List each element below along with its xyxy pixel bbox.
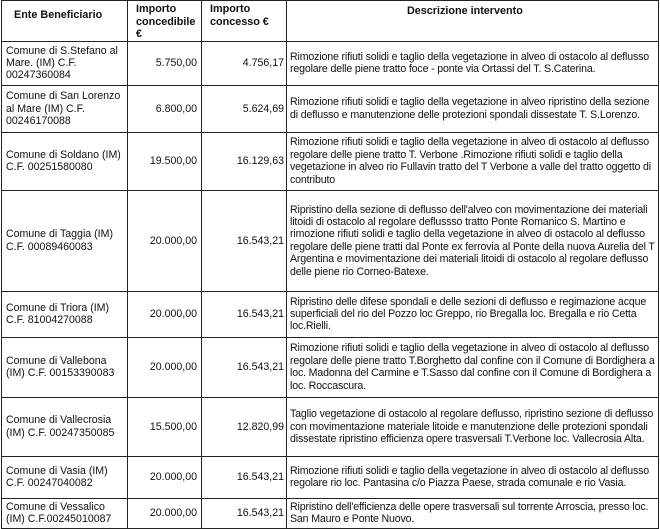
cell-concesso: 16.543,21: [202, 291, 287, 337]
cell-descrizione: Rimozione rifiuti solidi e taglio della vegetazione in alveo di ostacolo al deflusso regolare delle piene tratto foce - ponte via Ortassi del T. S.Caterina.: [287, 41, 659, 85]
cell-ente: Comune di Vallebona (IM) C.F. 00153390083: [2, 337, 128, 397]
table-row: [2, 132, 659, 190]
cell-concedibile: 20.000,00: [128, 456, 202, 498]
beneficiari-table: [1, 0, 659, 529]
cell-descrizione: Taglio vegetazione di ostacolo al regolare deflusso, ripristino sezione di deflusso con movimentazione materiale litoide e manutenzione delle protezioni spondali dissestate ripristino efficienza opere trasversali T.Verbone loc. Vallecrosia Alta.: [287, 397, 659, 456]
table-header-row: [2, 1, 659, 42]
cell-concedibile: 20.000,00: [128, 337, 202, 397]
cell-concedibile: 19.500,00: [128, 132, 202, 190]
table-row: [2, 41, 659, 85]
cell-concedibile: 20.000,00: [128, 291, 202, 337]
cell-ente: Comune di San Lorenzo al Mare (IM) C.F. 00246170088: [2, 85, 128, 132]
cell-descrizione: Ripristino dell'efficienza delle opere trasversali sul torrente Arroscia, presso loc. San Mauro e Ponte Nuovo.: [287, 498, 659, 528]
cell-ente: Comune di Vasia (IM) C.F. 00247040082: [2, 456, 128, 498]
cell-descrizione: Rimozione rifiuti solidi e taglio della vegetazione in alveo di ostacolo al deflusso regolare delle piene tratto T.Borghetto dal confine con il Comune di Bordighera a loc. Madonna del Carmine e T.Sasso dal confine con il Comune di Bordighera a loc. Roccascura.: [287, 337, 659, 397]
cell-concesso: 12.820,99: [202, 397, 287, 456]
cell-concesso: 16.543,21: [202, 498, 287, 528]
cell-concedibile: 5.750,00: [128, 41, 202, 85]
header-importo-concesso: Importo concesso €: [202, 1, 287, 42]
table-row: [2, 337, 659, 397]
table-row: [2, 291, 659, 337]
cell-concesso: 5.624,69: [202, 85, 287, 132]
cell-ente: Comune di Soldano (IM) C.F. 00251580080: [2, 132, 128, 190]
cell-concedibile: 6.800,00: [128, 85, 202, 132]
table-row: [2, 397, 659, 456]
cell-concesso: 16.543,21: [202, 456, 287, 498]
cell-ente: Comune di Vallecrosia (IM) C.F. 00247350085: [2, 397, 128, 456]
cell-concesso: 16.543,21: [202, 337, 287, 397]
cell-concesso: 4.756,17: [202, 41, 287, 85]
table-row: [2, 498, 659, 528]
header-ente: Ente Beneficiario: [2, 1, 128, 42]
cell-concesso: 16.543,21: [202, 190, 287, 291]
cell-descrizione: Rimozione rifiuti solidi e taglio della vegetazione in alveo di ostacolo al deflusso regolare delle piene tratto T. Verbone .Rimozione rifiuti solidi e taglio della vegetazione in alveo rio Fullavin tratto del T Verbone a valle del tratto oggetto di contributo: [287, 132, 659, 190]
cell-ente: Comune di Vessalico (IM) C.F.00245010087: [2, 498, 128, 528]
table-row: [2, 456, 659, 498]
header-importo-concedibile: Importo concedibile €: [128, 1, 202, 42]
cell-concedibile: 20.000,00: [128, 190, 202, 291]
cell-concedibile: 15.500,00: [128, 397, 202, 456]
table-row: [2, 190, 659, 291]
table-row: [2, 85, 659, 132]
document-page: [1, 0, 658, 529]
cell-descrizione: Ripristino delle difese spondali e delle sezioni di deflusso e regimazione acque superficiali del rio del Pozzo loc Greppo, rio Bregalla loc. Bregalla e rio Cetta loc.Rielli.: [287, 291, 659, 337]
cell-concesso: 16.129,63: [202, 132, 287, 190]
cell-descrizione: Rimozione rifiuti solidi e taglio della vegetazione in alveo ripristino della sezione di deflusso e manutenzione delle protezioni spondali dissestate T. S.Lorenzo.: [287, 85, 659, 132]
cell-ente: Comune di Taggia (IM) C.F. 00089460083: [2, 190, 128, 291]
cell-ente: Comune di S.Stefano al Mare. (IM) C.F. 00247360084: [2, 41, 128, 85]
header-descrizione: Descrizione intervento: [287, 1, 659, 42]
cell-concedibile: 20.000,00: [128, 498, 202, 528]
cell-descrizione: Ripristino della sezione di deflusso dell'alveo con movimentazione dei materiali litoidi di ostacolo al regolare deflussso tratto Ponte Romanico S. Martino e rimozione rifiuti solidi e taglio della vegetazione in alveo di ostacolo al deflusso regolare delle piene tratti dal Ponte ex ferrovia al Ponte della nuova Aurelia del T Argentina e movimentazione dei materiali litoidi di ostacolo al regolare deflusso delle piene rio Corneo-Batexe.: [287, 190, 659, 291]
cell-descrizione: Rimozione rifiuti solidi e taglio della vegetazione in alveo di ostacolo al deflusso regolare rio loc. Pantasina c/o Piazza Paese, strada comunale e rio Vasia.: [287, 456, 659, 498]
cell-ente: Comune di Triora (IM) C.F. 81004270088: [2, 291, 128, 337]
